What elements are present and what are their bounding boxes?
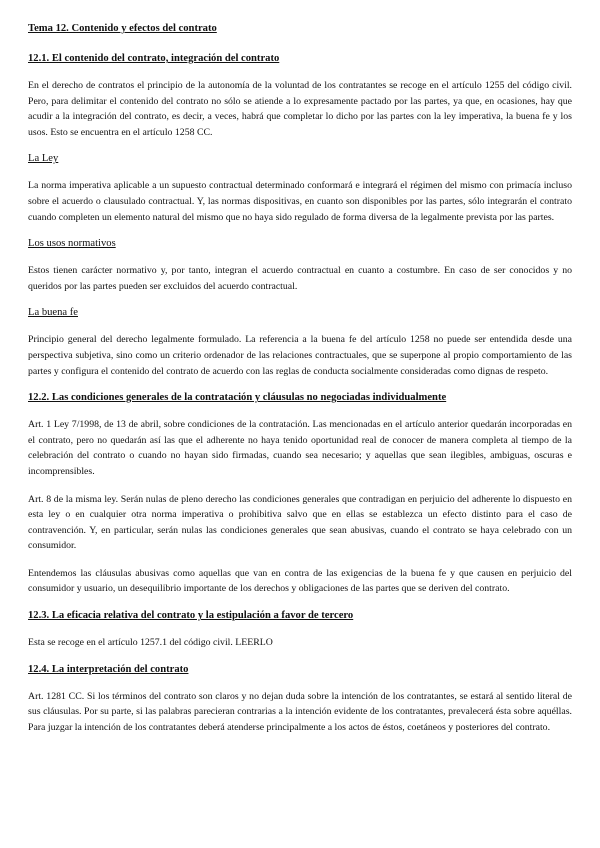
subheading-la-ley: La Ley [28,153,59,165]
section-heading-12-1: 12.1. El contenido del contrato, integración del contrato [28,53,280,64]
paragraph-12-2-art-1: Art. 1 Ley 7/1998, de 13 de abril, sobre condiciones de la contratación. Las mencionadas en el artículo anterior quedarán incorporadas en el contrato, pero no quedarán así las que el adherente no haya tenido oportunidad real de conocer de manera completa al tiempo de la celebración del contrato o cuando no hayan sido firmadas, cuando sea necesario; y aquellas que sean ilegibles, ambiguas, oscuras e incomprensibles. [28,419,572,477]
section-heading-12-3: 12.3. La eficacia relativa del contrato y la estipulación a favor de tercero [28,610,354,622]
paragraph-12-1-intro: En el derecho de contratos el principio de la autonomía de la voluntad de los contratantes se recoge en el artículo 1255 del código civil. Pero, para delimitar el contenido del contrato no sólo se atiende a lo expresamente pactado por las partes, ya que, en ocasiones, hay que acudir a la integración del contrato, es decir, a veces, habrá que completar lo dicho por las partes con la ley imperativa, la buena fe y los usos. Esto se encuentra en el artículo 1258 CC. [28,80,572,138]
paragraph-12-4: Art. 1281 CC. Si los términos del contrato son claros y no dejan duda sobre la intención de los contratantes, se estará al sentido literal de sus cláusulas. Por su parte, si las palabras parecieran contrarias a la intención evidente de los contratantes, prevalecerá ésta sobre aquéllas. Para juzgar la intención de los contratantes deberá atenderse principalmente a los actos de éstos, coetáneos y posteriores del contrato. [28,690,572,733]
subheading-buena-fe: La buena fe [28,307,78,319]
section-heading-12-4: 12.4. La interpretación del contrato [28,663,189,675]
paragraph-12-2-art-8: Art. 8 de la misma ley. Serán nulas de pleno derecho las condiciones generales que contradigan en perjuicio del adherente lo dispuesto en esta ley o en cualquier otra norma imperativa o prohibitiva salvo que en ellas se establezca un efecto distinto para el caso de contravención. Y, en particular, serán nulas las condiciones generales que sean abusivas, cuando el contrato se haya celebrado con un consumidor. [28,493,572,552]
paragraph-usos-normativos: Estos tienen carácter normativo y, por tanto, integran el acuerdo contractual en cuanto a costumbre. En caso de ser conocidos y no queridos por las partes pueden ser excluidos del acuerdo contractual. [28,265,572,292]
paragraph-12-2-clausulas-abusivas: Entendemos las cláusulas abusivas como aquellas que van en contra de las exigencias de la buena fe y que causen en perjuicio del consumidor y usuario, un desequilibrio importante de los derechos y obligaciones de las partes que se deriven del contrato. [28,567,572,595]
paragraph-12-3: Esta se recoge en el artículo 1257.1 del código civil. LEERLO [28,637,273,649]
document-page [28,22,572,747]
section-heading-12-2: 12.2. Las condiciones generales de la contratación y cláusulas no negociadas individualmente [28,392,447,404]
paragraph-la-ley: La norma imperativa aplicable a un supuesto contractual determinado conformará e integrará el régimen del mismo con primacía incluso sobre el acuerdo o clausulado contractual. Y, las normas dispositivas, en cuanto son disponibles por las partes, sólo integrarán el contrato cuando completen un elemento natural del mismo que no haya sido regulado de forma diversa de la legalmente prevista por las partes. [28,180,572,223]
subheading-usos-normativos: Los usos normativos [28,238,116,250]
paragraph-buena-fe: Principio general del derecho legalmente formulado. La referencia a la buena fe del artículo 1258 no puede ser entendida desde una perspectiva subjetiva, sino como un criterio ordenador de las relaciones contractuales, que se superpone al propio comportamiento de las partes y configura el contenido del contrato de acuerdo con las reglas de conducta socialmente consideradas como dignas de respeto. [28,334,572,377]
document-title: Tema 12. Contenido y efectos del contrato [28,23,217,34]
